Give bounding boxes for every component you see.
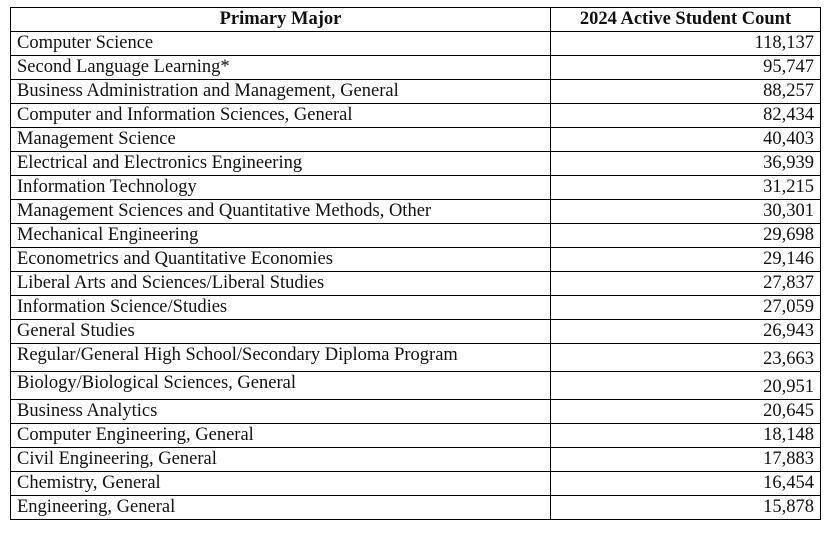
- major-cell: Business Administration and Management, General: [11, 80, 551, 104]
- table-row: [11, 224, 821, 248]
- count-cell: 31,215: [551, 176, 821, 200]
- count-cell: 40,403: [551, 128, 821, 152]
- major-cell: Computer and Information Sciences, General: [11, 104, 551, 128]
- table-row: [11, 424, 821, 448]
- count-cell: 26,943: [551, 320, 821, 344]
- table-row: [11, 200, 821, 224]
- count-cell: 23,663: [551, 344, 821, 372]
- table-row: [11, 272, 821, 296]
- major-cell: Chemistry, General: [11, 472, 551, 496]
- count-cell: 82,434: [551, 104, 821, 128]
- major-cell: Civil Engineering, General: [11, 448, 551, 472]
- major-cell: Mechanical Engineering: [11, 224, 551, 248]
- count-cell: 118,137: [551, 32, 821, 56]
- major-cell: Computer Science: [11, 32, 551, 56]
- major-cell: Management Science: [11, 128, 551, 152]
- header-student-count: 2024 Active Student Count: [551, 8, 821, 32]
- table-row: [11, 448, 821, 472]
- major-cell: Econometrics and Quantitative Economies: [11, 248, 551, 272]
- table-row: [11, 152, 821, 176]
- count-cell: 29,146: [551, 248, 821, 272]
- count-cell: 20,951: [551, 372, 821, 400]
- count-cell: 20,645: [551, 400, 821, 424]
- table-row: [11, 104, 821, 128]
- table-row: [11, 248, 821, 272]
- major-cell: Electrical and Electronics Engineering: [11, 152, 551, 176]
- majors-table: [10, 7, 821, 520]
- count-cell: 17,883: [551, 448, 821, 472]
- table-row: [11, 32, 821, 56]
- count-cell: 36,939: [551, 152, 821, 176]
- table-row: [11, 372, 821, 400]
- major-cell: Liberal Arts and Sciences/Liberal Studies: [11, 272, 551, 296]
- major-cell: Regular/General High School/Secondary Diploma Program: [11, 344, 551, 372]
- table-row: [11, 472, 821, 496]
- major-cell: Biology/Biological Sciences, General: [11, 372, 551, 400]
- major-cell: Computer Engineering, General: [11, 424, 551, 448]
- table-row: [11, 176, 821, 200]
- major-cell: Second Language Learning*: [11, 56, 551, 80]
- table-row: [11, 296, 821, 320]
- count-cell: 27,837: [551, 272, 821, 296]
- table-row: [11, 320, 821, 344]
- table-row: [11, 56, 821, 80]
- table-row: [11, 80, 821, 104]
- table-row: [11, 128, 821, 152]
- table-row: [11, 344, 821, 372]
- table-row: [11, 400, 821, 424]
- table-row: [11, 496, 821, 520]
- count-cell: 16,454: [551, 472, 821, 496]
- major-cell: General Studies: [11, 320, 551, 344]
- count-cell: 30,301: [551, 200, 821, 224]
- major-cell: Management Sciences and Quantitative Methods, Other: [11, 200, 551, 224]
- major-cell: Engineering, General: [11, 496, 551, 520]
- count-cell: 29,698: [551, 224, 821, 248]
- major-cell: Business Analytics: [11, 400, 551, 424]
- count-cell: 95,747: [551, 56, 821, 80]
- count-cell: 27,059: [551, 296, 821, 320]
- count-cell: 18,148: [551, 424, 821, 448]
- header-primary-major: Primary Major: [11, 8, 551, 32]
- count-cell: 15,878: [551, 496, 821, 520]
- count-cell: 88,257: [551, 80, 821, 104]
- major-cell: Information Technology: [11, 176, 551, 200]
- header-row: [11, 8, 821, 32]
- major-cell: Information Science/Studies: [11, 296, 551, 320]
